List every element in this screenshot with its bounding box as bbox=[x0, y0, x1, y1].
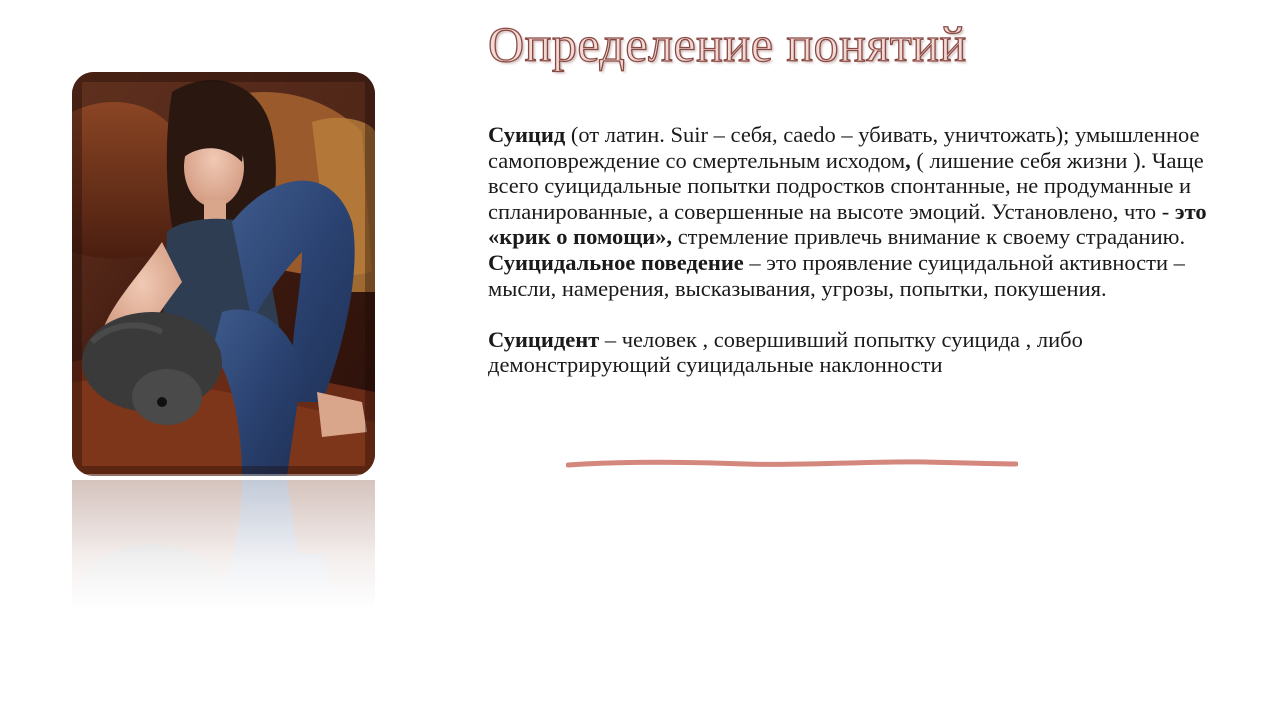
decorative-underline bbox=[566, 458, 1018, 472]
slide-title: Определение понятий bbox=[488, 16, 967, 72]
definition-behavior bbox=[488, 250, 1218, 301]
teen-girl-photo bbox=[72, 72, 375, 476]
term-person: Суицидент bbox=[488, 326, 600, 352]
definitions-text bbox=[488, 122, 1218, 378]
definition-person bbox=[488, 327, 1218, 378]
photo-illustration bbox=[72, 72, 375, 476]
reflection-fade bbox=[60, 474, 390, 634]
term-suicide: Суицид bbox=[488, 122, 566, 147]
suicide-comma: , bbox=[905, 147, 911, 173]
suicide-text-1: (от латин. Suir – себя, caedo – убивать, уничтожать); умышленное самоповреждение со смертельным исходом bbox=[488, 122, 1200, 173]
suicide-emphasis: это «крик о помощи», bbox=[488, 198, 1207, 250]
suicide-text-3: стремление привлечь внимание к своему страданию. bbox=[672, 224, 1186, 250]
definition-suicide bbox=[488, 122, 1218, 250]
suicide-text-2: ( лишение себя жизни ). Чаще всего суицидальные попытки подростков спонтанные, не продуманные и спланированные, а совершенные на высоте эмоций. Установлено, что - bbox=[488, 147, 1204, 224]
term-behavior: Суицидальное поведение bbox=[488, 249, 744, 275]
person-text: – человек , совершивший попытку суицида , либо демонстрирующий суицидальные наклонности bbox=[488, 326, 1083, 378]
paragraph-gap bbox=[488, 301, 1218, 327]
behavior-text: – это проявление суицидальной активности – мысли, намерения, высказывания, угрозы, попытки, покушения. bbox=[488, 249, 1185, 301]
